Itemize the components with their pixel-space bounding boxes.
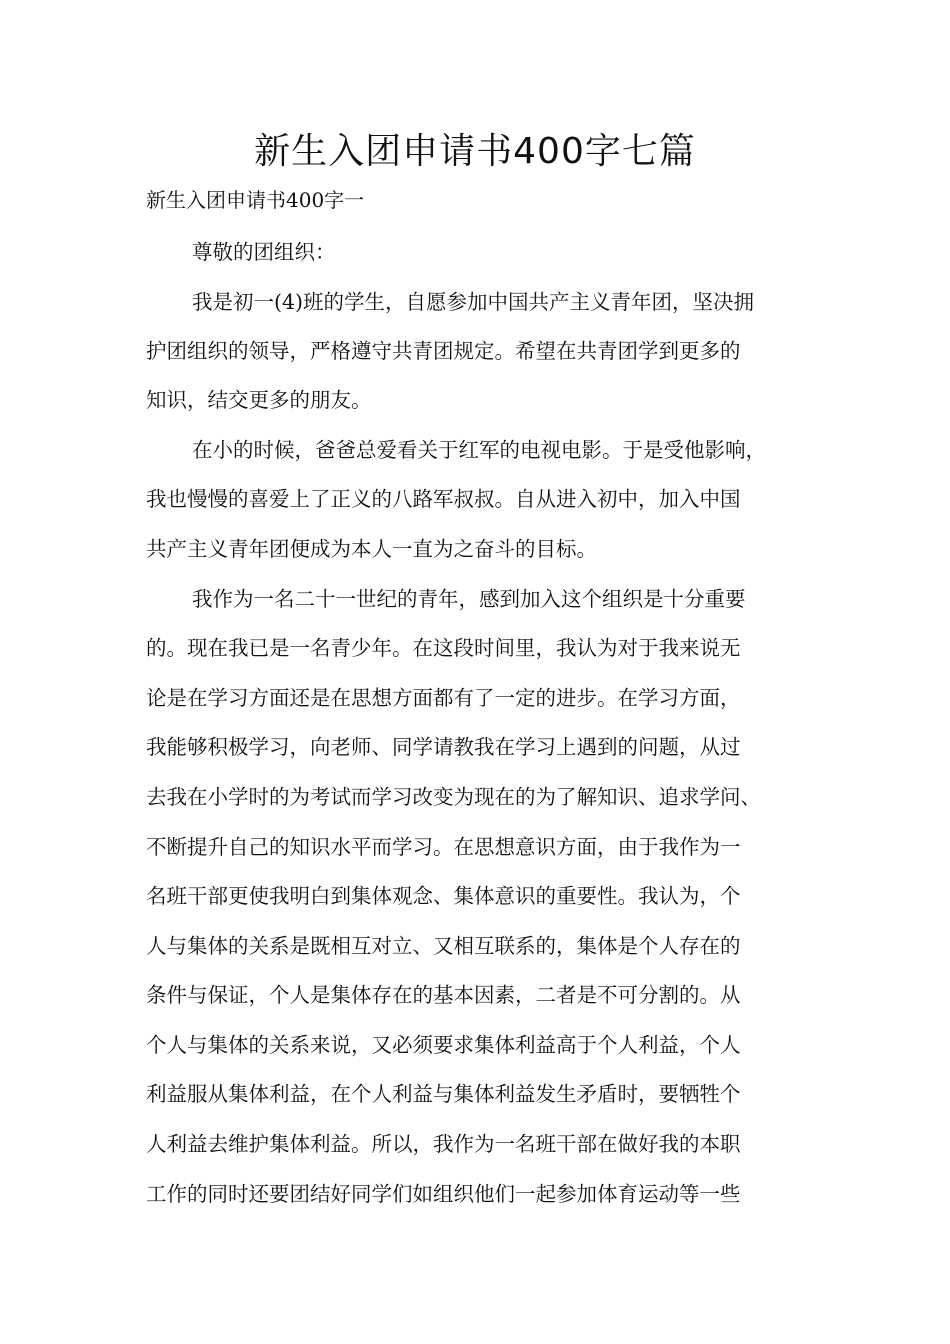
text-line: 知识，结交更多的朋友。 (146, 388, 372, 412)
text-line: 个人与集体的关系来说，又必须要求集体利益高于个人利益，个人 (146, 1033, 741, 1057)
text-line: 不断提升自己的知识水平而学习。在思想意识方面，由于我作为一 (146, 835, 741, 859)
text-line-salutation: 尊敬的团组织： (192, 240, 336, 264)
document-subtitle: 新生入团申请书400字一 (146, 188, 365, 212)
text-line: 我是初一(4)班的学生，自愿参加中国共产主义青年团，坚决拥 (192, 290, 755, 314)
text-line: 工作的同时还要团结好同学们如组织他们一起参加体育运动等一些 (146, 1182, 741, 1206)
text-line: 条件与保证，个人是集体存在的基本因素，二者是不可分割的。从 (146, 983, 741, 1007)
text-line: 论是在学习方面还是在思想方面都有了一定的进步。在学习方面， (146, 686, 741, 710)
text-line: 人与集体的关系是既相互对立、又相互联系的，集体是个人存在的 (146, 934, 741, 958)
text-line: 人利益去维护集体利益。所以，我作为一名班干部在做好我的本职 (146, 1132, 741, 1156)
text-line: 利益服从集体利益，在个人利益与集体利益发生矛盾时，要牺牲个 (146, 1082, 741, 1106)
text-line: 的。现在我已是一名青少年。在这段时间里，我认为对于我来说无 (146, 636, 741, 660)
text-line: 在小的时候，爸爸总爱看关于红军的电视电影。于是受他影响， (192, 438, 766, 462)
text-line: 我也慢慢的喜爱上了正义的八路军叔叔。自从进入初中，加入中国 (146, 487, 741, 511)
document-title: 新生入团申请书400字七篇 (254, 131, 696, 172)
text-line: 共产主义青年团便成为本人一直为之奋斗的目标。 (146, 537, 597, 561)
text-line: 名班干部更使我明白到集体观念、集体意识的重要性。我认为，个 (146, 884, 741, 908)
text-line: 我作为一名二十一世纪的青年，感到加入这个组织是十分重要 (192, 587, 746, 611)
text-line: 护团组织的领导，严格遵守共青团规定。希望在共青团学到更多的 (146, 339, 741, 363)
text-line: 去我在小学时的为考试而学习改变为现在的为了解知识、追求学问、 (146, 785, 761, 809)
text-line: 我能够积极学习，向老师、同学请教我在学习上遇到的问题，从过 (146, 735, 741, 759)
